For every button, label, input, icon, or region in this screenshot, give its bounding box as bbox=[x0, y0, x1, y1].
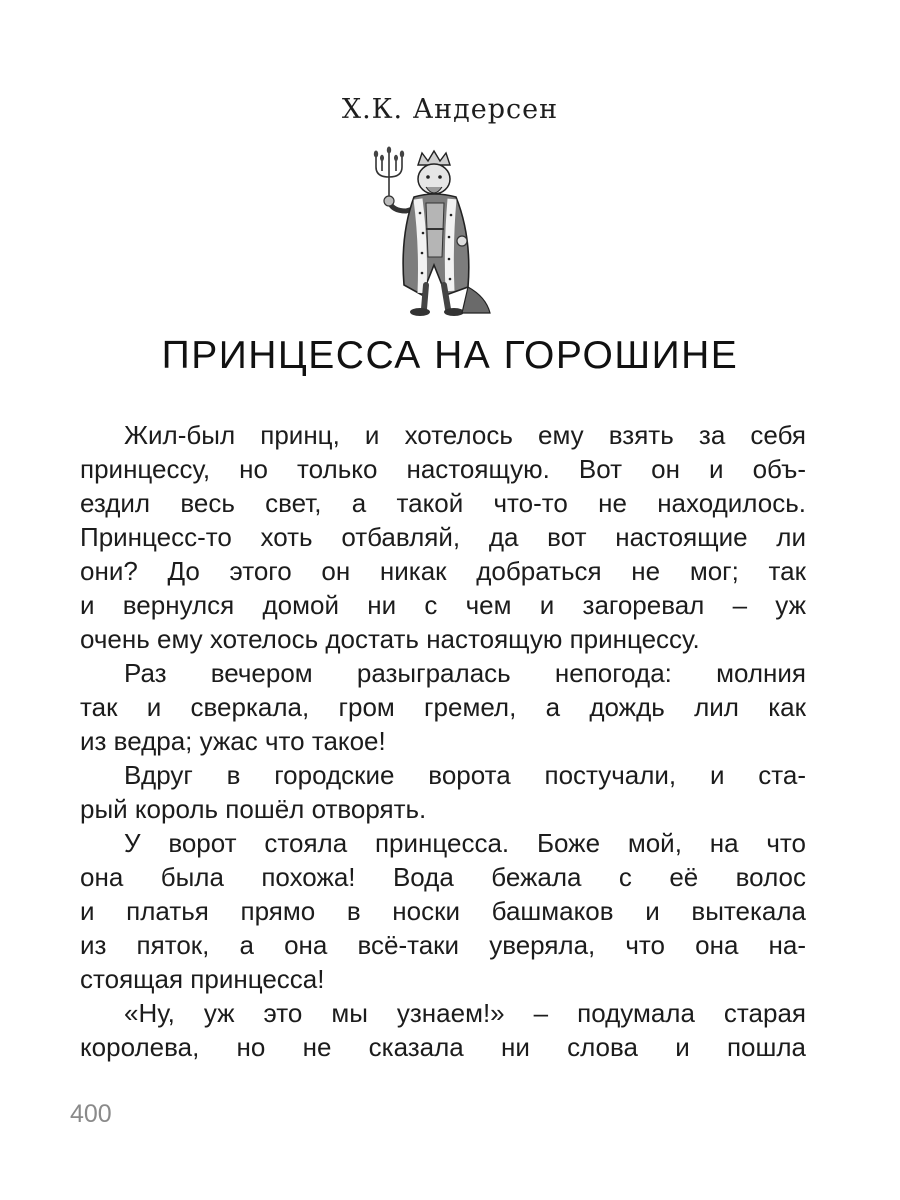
text-line: «Ну, уж это мы узнаем!» – подумала старая bbox=[124, 998, 806, 1028]
text-line: и вернулся домой ни с чем и загоревал – уж bbox=[80, 590, 806, 620]
text-line: и платья прямо в носки башмаков и вытекала bbox=[80, 896, 806, 926]
text-line: ездил весь свет, а такой что-то не находилось. bbox=[80, 488, 806, 518]
page-number: 400 bbox=[70, 1100, 112, 1128]
text-line: Вдруг в городские ворота постучали, и ста- bbox=[124, 760, 806, 790]
story-title: ПРИНЦЕССА НА ГОРОШИНЕ bbox=[161, 334, 739, 377]
text-line: королева, но не сказала ни слова и пошла bbox=[80, 1032, 806, 1062]
text-line: так и сверкала, гром гремел, а дождь лил как bbox=[80, 692, 806, 722]
text-line: принцессу, но только настоящую. Вот он и объ- bbox=[80, 454, 806, 484]
text-line: из ведра; ужас что такое! bbox=[80, 726, 386, 756]
text-line: она была похожа! Вода бежала с её волос bbox=[80, 862, 806, 892]
text-line: очень ему хотелось достать настоящую принцессу. bbox=[80, 624, 700, 654]
text-line: У ворот стояла принцесса. Боже мой, на что bbox=[124, 828, 806, 858]
text-line: Раз вечером разыгралась непогода: молния bbox=[124, 658, 806, 688]
king-with-candelabrum-icon bbox=[362, 145, 512, 320]
text-line: они? До этого он никак добраться не мог; так bbox=[80, 556, 806, 586]
text-line: Принцесс-то хоть отбавляй, да вот настоящие ли bbox=[80, 522, 806, 552]
story-text bbox=[80, 418, 806, 1064]
king-illustration bbox=[362, 145, 512, 320]
author-name: Х.К. Андерсен bbox=[341, 94, 559, 125]
text-line: из пяток, а она всё-таки уверяла, что она на- bbox=[80, 930, 806, 960]
text-line: Жил-был принц, и хотелось ему взять за себя bbox=[124, 420, 806, 450]
text-line: рый король пошёл отворять. bbox=[80, 794, 427, 824]
text-line: стоящая принцесса! bbox=[80, 964, 325, 994]
